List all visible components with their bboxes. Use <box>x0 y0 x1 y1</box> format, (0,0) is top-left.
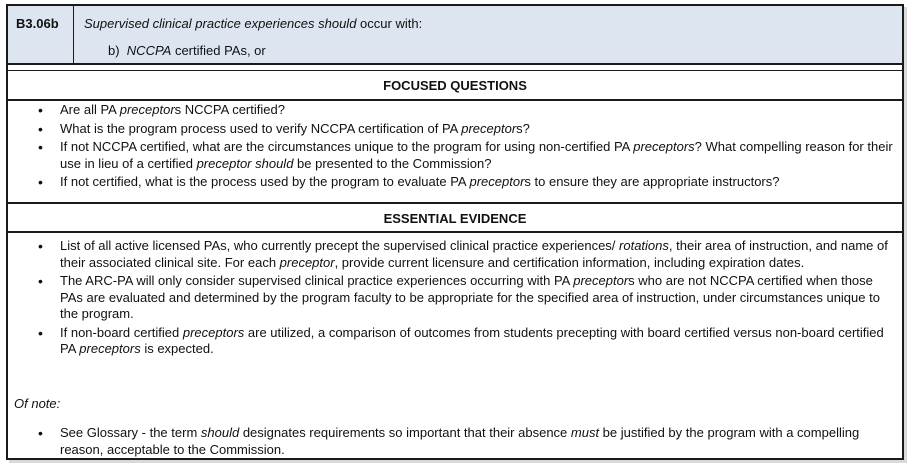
essential-evidence-heading: ESSENTIAL EVIDENCE <box>8 202 902 233</box>
focused-questions-list <box>8 102 898 193</box>
standard-text: Supervised clinical practice experiences should occur with: <box>84 16 423 31</box>
focused-questions-heading: FOCUSED QUESTIONS <box>8 70 902 101</box>
list-item: • See Glossary - the term should designates requirements so important that their absence must be justified by the program with a compelling reason, acceptable to the Commission. <box>8 425 888 458</box>
list-item: • If not NCCPA certified, what are the circumstances unique to the program for using non-certified PA preceptors? What compelling reason for their use in lieu of a certified preceptor should be presented to the Commission? <box>8 139 898 172</box>
list-item: • Are all PA preceptors NCCPA certified? <box>8 102 898 119</box>
standard-row <box>8 6 902 65</box>
list-item: • List of all active licensed PAs, who currently precept the supervised clinical practice experiences/ rotations, their area of instruction, and name of their associated clinical site. For each preceptor, provide current licensure and certification information, including expiration dates. <box>8 238 888 271</box>
list-item: • If non-board certified preceptors are utilized, a comparison of outcomes from students precepting with board certified versus non-board certified PA preceptors is expected. <box>8 325 888 358</box>
note-list <box>8 425 888 458</box>
standard-subitem: b) NCCPA certified PAs, or <box>108 43 266 58</box>
list-item: • If not certified, what is the process used by the program to evaluate PA preceptors to ensure they are appropriate instructors? <box>8 174 898 191</box>
essential-evidence-list <box>8 238 888 360</box>
standard-id: B3.06b <box>8 6 74 63</box>
list-item: • The ARC-PA will only consider supervised clinical practice experiences occurring with PA preceptors who are not NCCPA certified when those PAs are evaluated and determined by the program faculty to be appropriate for the specified area of instruction, under circumstances unique to the program. <box>8 273 888 323</box>
list-item: • What is the program process used to verify NCCPA certification of PA preceptors? <box>8 121 898 138</box>
note-label: Of note: <box>14 396 61 411</box>
standard-table <box>6 4 904 460</box>
